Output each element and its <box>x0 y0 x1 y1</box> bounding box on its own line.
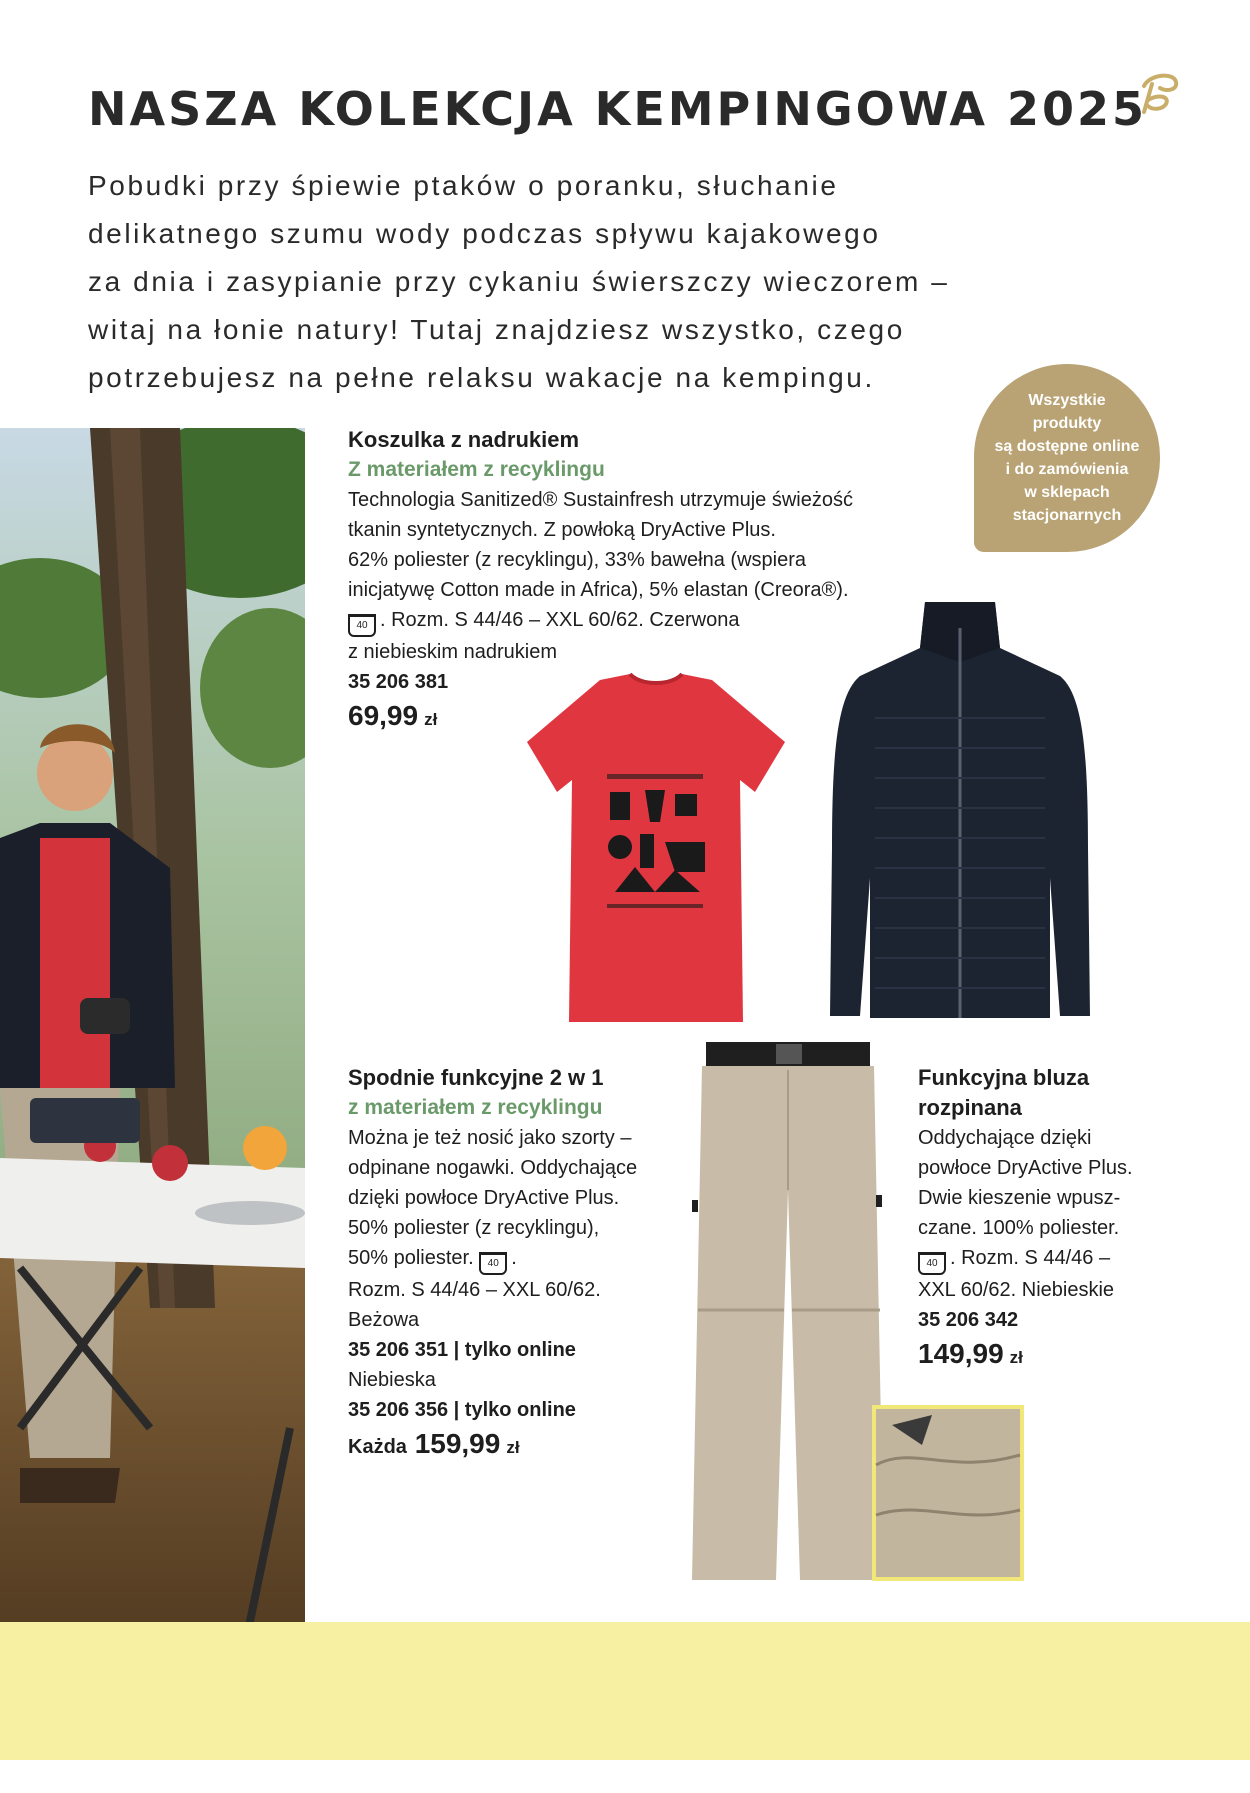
pants-image <box>688 1040 888 1600</box>
intro-line: Pobudki przy śpiewie ptaków o poranku, słuchanie <box>88 170 839 201</box>
price-value: 149,99 <box>918 1338 1004 1369</box>
product-description: Oddychające dzięki powłoce DryActive Plus. Dwie kieszenie wpusz- czane. 100% poliester. <box>918 1127 1133 1239</box>
product-size: . Rozm. S 44/46 – XXL 60/62. Czerwona <box>380 609 740 631</box>
product-size-color: XXL 60/62. Niebieskie <box>918 1279 1115 1301</box>
intro-line: za dnia i zasypianie przy cykaniu świerszczy wieczorem – <box>88 266 950 297</box>
price-value: 69,99 <box>348 700 419 731</box>
camping-photo <box>0 428 305 1670</box>
intro-text <box>88 162 1068 402</box>
price-prefix: Każda <box>348 1436 407 1458</box>
product-size: Rozm. S 44/46 – XXL 60/62. <box>348 1279 601 1301</box>
tshirt-image <box>515 672 797 1030</box>
product-color: z niebieskim nadrukiem <box>348 641 557 663</box>
material-text: 50% poliester. <box>348 1247 474 1269</box>
availability-badge-text: Wszystkie produkty są dostępne online i do zamówienia w sklepach stacjonarnych <box>994 392 1140 524</box>
intro-line: potrzebujesz na pełne relaksu wakacje na kempingu. <box>88 362 875 393</box>
variant-code: 35 206 356 | tylko online <box>348 1399 576 1421</box>
price-currency: zł <box>506 1438 520 1457</box>
product-size-line <box>918 1243 1178 1275</box>
product-tagline: z materiałem z recyklingu <box>348 1096 603 1119</box>
intro-line: delikatnego szumu wody podczas spływu kajakowego <box>88 218 881 249</box>
pants-detail-image <box>872 1405 1024 1581</box>
product-tagline: Z materiałem z recyklingu <box>348 458 605 481</box>
product-material-line <box>348 1243 678 1275</box>
material-end: . <box>511 1247 517 1269</box>
variant-code: 35 206 351 | tylko online <box>348 1339 576 1361</box>
variant-color: Beżowa <box>348 1309 420 1331</box>
price-value: 159,99 <box>414 1428 501 1459</box>
intro-line: witaj na łonie natury! Tutaj znajdziesz wszystko, czego <box>88 314 905 345</box>
price-currency: zł <box>424 710 438 729</box>
product-price <box>348 1429 678 1463</box>
price-currency: zł <box>1009 1348 1023 1367</box>
variant-color: Niebieska <box>348 1369 436 1391</box>
availability-badge <box>974 364 1160 552</box>
wash-40-icon: 40 <box>479 1252 507 1275</box>
product-name: Funkcyjna bluza rozpinana <box>918 1065 1090 1120</box>
product-code: 35 206 342 <box>918 1309 1019 1331</box>
wash-40-icon: 40 <box>918 1252 946 1275</box>
product-size: . Rozm. S 44/46 – <box>950 1247 1111 1269</box>
page-title: NASZA KOLEKCJA KEMPINGOWA 2025 <box>88 82 1148 136</box>
jacket-image <box>820 598 1100 1028</box>
product-jacket <box>918 1063 1178 1373</box>
product-code: 35 206 381 <box>348 671 449 693</box>
product-name: Spodnie funkcyjne 2 w 1 <box>348 1065 604 1090</box>
product-name: Koszulka z nadrukiem <box>348 427 580 452</box>
product-price <box>918 1339 1178 1373</box>
footer-strip <box>0 1622 1250 1760</box>
product-description: Technologia Sanitized® Sustainfresh utrzymuje świeżość tkanin syntetycznych. Z powłoką DryActive Plus. 62% poliester (z recyklingu), 33% bawełna (wspiera inicjatywę Cotton made in Africa), 5% elastan (Creora®). <box>348 489 853 601</box>
wash-40-icon: 40 <box>348 614 376 637</box>
product-pants <box>348 1063 678 1463</box>
brand-logo-icon <box>1130 66 1184 120</box>
product-description: Można je też nosić jako szorty – odpinane nogawki. Oddychające dzięki powłoce DryActive Plus. 50% poliester (z recyklingu), <box>348 1127 638 1239</box>
